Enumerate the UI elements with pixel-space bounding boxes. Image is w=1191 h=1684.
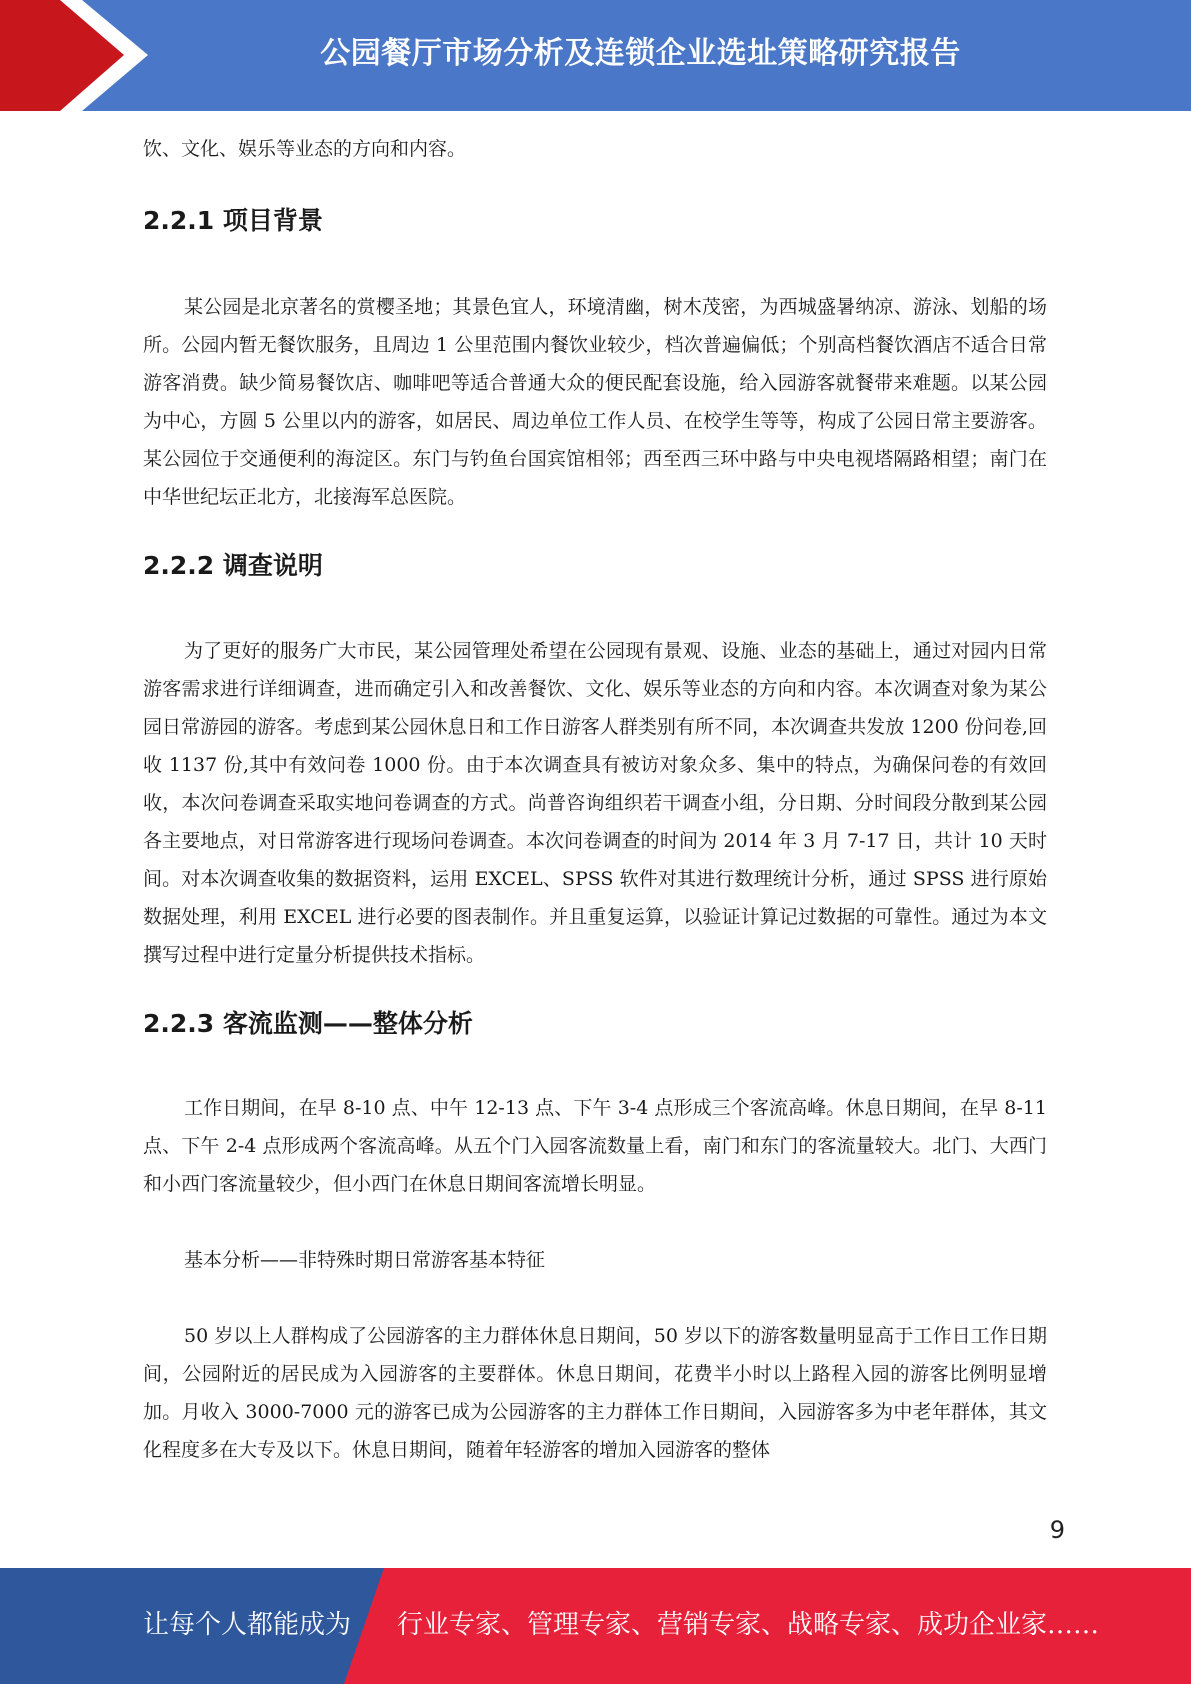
footer-slogan-right: 行业专家、管理专家、营销专家、战略专家、成功企业家……: [397, 1610, 1100, 1640]
section-heading-survey-description: 2.2.2 调查说明: [143, 551, 323, 580]
section-heading-traffic-monitoring: 2.2.3 客流监测——整体分析: [143, 1009, 473, 1038]
document-body: [143, 130, 1047, 1469]
section-heading-project-background: 2.2.1 项目背景: [143, 206, 323, 235]
page-number: 9: [1049, 1516, 1065, 1544]
header-title: 公园餐厅市场分析及连锁企业选址策略研究报告: [320, 36, 961, 71]
paragraph-traffic-peaks: 工作日期间，在早 8-10 点、中午 12-13 点、下午 3-4 点形成三个客流高峰。休息日期间，在早 8-11 点、下午 2-4 点形成两个客流高峰。从五个门入园客流数量上看，南门和东门的客流量较大。北门、大西门和小西门客流量较少，但小西门在休息日期间客流增长明显。: [143, 1097, 1047, 1195]
page-footer: [0, 1568, 1191, 1684]
paragraph-visitor-characteristics: 50 岁以上人群构成了公园游客的主力群体休息日期间，50 岁以下的游客数量明显高于工作日工作日期间，公园附近的居民成为入园游客的主要群体。休息日期间，花费半小时以上路程入园的游客比例明显增加。月收入 3000-7000 元的游客已成为公园游客的主力群体工作日期间，入园游客多为中老年群体，其文化程度多在大专及以下。休息日期间，随着年轻游客的增加入园游客的整体: [143, 1325, 1047, 1461]
paragraph-survey-description: 为了更好的服务广大市民，某公园管理处希望在公园现有景观、设施、业态的基础上，通过对园内日常游客需求进行详细调查，进而确定引入和改善餐饮、文化、娱乐等业态的方向和内容。本次调查对象为某公园日常游园的游客。考虑到某公园休息日和工作日游客人群类别有所不同，本次调查共发放 1200 份问卷,回收 1137 份,其中有效问卷 1000 份。由于本次调查具有被访对象众多、集中的特点，为确保问卷的有效回收，本次问卷调查采取实地问卷调查的方式。尚普咨询组织若干调查小组，分日期、分时间段分散到某公园各主要地点，对日常游客进行现场问卷调查。本次问卷调查的时间为 2014 年 3 月 7-17 日，共计 10 天时间。对本次调查收集的数据资料，运用 EXCEL、SPSS 软件对其进行数理统计分析，通过 SPSS 进行原始数据处理，利用 EXCEL 进行必要的图表制作。并且重复运算，以验证计算记过数据的可靠性。通过为本文撰写过程中进行定量分析提供技术指标。: [143, 640, 1047, 966]
paragraph-project-background: 某公园是北京著名的赏樱圣地；其景色宜人，环境清幽，树木茂密，为西城盛暑纳凉、游泳、划船的场所。公园内暂无餐饮服务，且周边 1 公里范围内餐饮业较少，档次普遍偏低；个别高档餐饮酒店不适合日常游客消费。缺少简易餐饮店、咖啡吧等适合普通大众的便民配套设施，给入园游客就餐带来难题。以某公园为中心，方圆 5 公里以内的游客，如居民、周边单位工作人员、在校学生等等，构成了公园日常主要游客。某公园位于交通便利的海淀区。东门与钓鱼台国宾馆相邻；西至西三环中路与中央电视塔隔路相望；南门在中华世纪坛正北方，北接海军总医院。: [143, 296, 1047, 508]
subheading-basic-analysis: 基本分析——非特殊时期日常游客基本特征: [184, 1249, 546, 1271]
footer-slogan-left: 让每个人都能成为: [143, 1610, 352, 1640]
intro-line: 饮、文化、娱乐等业态的方向和内容。: [143, 138, 467, 160]
page-header: [0, 0, 1191, 111]
header-arrow-decoration: [0, 0, 160, 111]
